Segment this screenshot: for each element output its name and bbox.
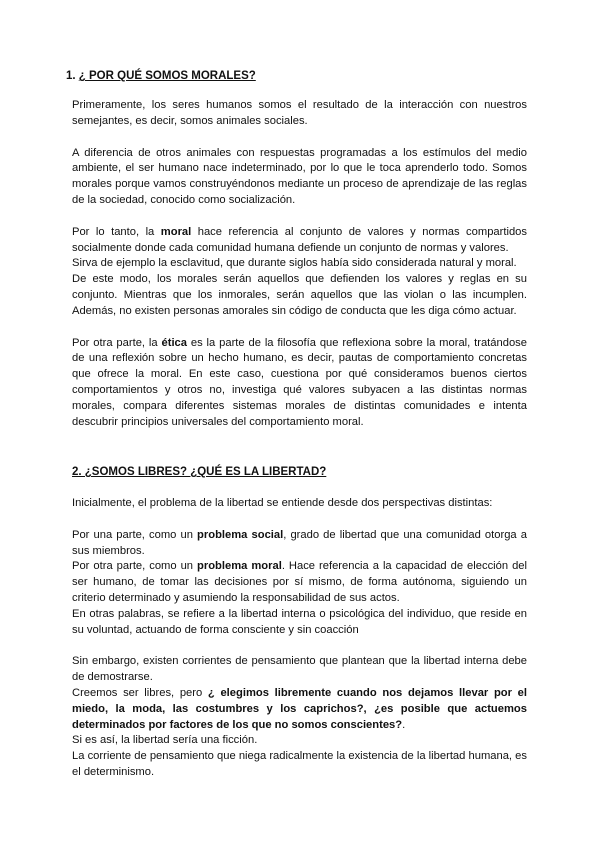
- section2-heading: [72, 466, 326, 478]
- s1-paragraph-4: Sirva de ejemplo la esclavitud, que durante siglos había sido considerada natural y moral.: [72, 257, 517, 270]
- s2-paragraph-2: [72, 528, 527, 560]
- s2-paragraph-4: En otras palabras, se refiere a la libertad interna o psicológica del individuo, que reside en su voluntad, actuando de forma consciente y sin coacción: [72, 607, 527, 636]
- s1-p3-pre: Por lo tanto, la: [72, 225, 161, 238]
- section2-body: [72, 496, 527, 781]
- s2-paragraph-7: Si es así, la libertad sería una ficción.: [72, 734, 258, 747]
- term-moral: moral: [160, 225, 192, 238]
- s1-paragraph-6: [72, 336, 527, 431]
- key-questions: ¿ elegimos libremente cuando nos dejamos llevar por el miedo, la moda, las costumbres y los caprichos?, ¿es posible que actuemos determinados por factores de los que no somos conscientes?: [72, 686, 527, 731]
- s2-paragraph-6: [72, 686, 527, 733]
- s1-p6-pre: Por otra parte, la: [72, 336, 162, 349]
- s1-paragraph-3: [72, 225, 527, 257]
- s2-paragraph-3: [72, 559, 527, 606]
- section1-title: ¿ POR QUÉ SOMOS MORALES?: [78, 70, 256, 82]
- s1-paragraph-5: De este modo, los morales serán aquellos que defienden los valores y reglas en su conjunto. Mientras que los inmorales, serán aquellos que las violan o las incumplen. Además, no existen personas amorales sin código de conducta que les diga cómo actuar.: [72, 273, 527, 317]
- s2-p6-post: .: [402, 718, 406, 731]
- section1-body: [72, 98, 527, 430]
- term-problema-social: problema social: [197, 528, 284, 541]
- s2-paragraph-8: La corriente de pensamiento que niega radicalmente la existencia de la libertad humana, es el determinismo.: [72, 750, 527, 778]
- s2-p6-pre: Creemos ser libres, pero: [72, 686, 208, 699]
- s2-p3-post: . Hace referencia a la capacidad de elección del ser humano, de tomar las decisiones por sí mismo, de forma autónoma, siguiendo un criterio determinado y asumiendo la responsabilidad de sus actos.: [72, 560, 528, 604]
- s1-paragraph-2: A diferencia de otros animales con respuestas programadas a los estímulos del medio ambiente, el ser humano nace indeterminado, por lo que le toca aprenderlo todo. Somos morales porque vamos construyéndonos mediante un proceso de aprendizaje de las reglas de la sociedad, conocido como socialización.: [72, 146, 527, 206]
- term-etica: ética: [161, 336, 187, 349]
- section1-number: 1.: [66, 70, 76, 82]
- s2-p3-pre: Por otra parte, como un: [72, 560, 198, 573]
- s1-p3-post: hace referencia al conjunto de valores y normas compartidos socialmente donde cada comunidad humana defiende un conjunto de normas y valores.: [72, 225, 527, 254]
- s2-paragraph-1: Inicialmente, el problema de la libertad se entiende desde dos perspectivas distintas:: [72, 497, 493, 509]
- s1-paragraph-1: Primeramente, los seres humanos somos el resultado de la interacción con nuestros semejantes, es decir, somos animales sociales.: [72, 99, 527, 127]
- section2-title: 2. ¿SOMOS LIBRES? ¿QUÉ ES LA LIBERTAD?: [72, 466, 327, 478]
- term-problema-moral: problema moral: [197, 560, 282, 573]
- s1-p6-post: es la parte de la filosofía que reflexiona sobre la moral, tratándose de una reflexión sobre un hecho humano, es decir, pautas de comportamiento concretas que ofrece la moral. En este caso, cuestiona por qué consideramos buenos ciertos comportamientos y otros no, investiga qué valores subyacen a las distintas normas morales, compara diferentes sistemas morales de distintas comunidades e intenta descubrir principios universales del comportamiento moral.: [72, 336, 527, 428]
- s2-p2-pre: Por una parte, como un: [72, 528, 198, 541]
- s2-p2-post: , grado de libertad que una comunidad otorga a sus miembros.: [72, 528, 527, 557]
- s2-paragraph-5: Sin embargo, existen corrientes de pensamiento que plantean que la libertad interna debe de demostrarse.: [72, 655, 527, 684]
- section1-heading: [66, 70, 256, 82]
